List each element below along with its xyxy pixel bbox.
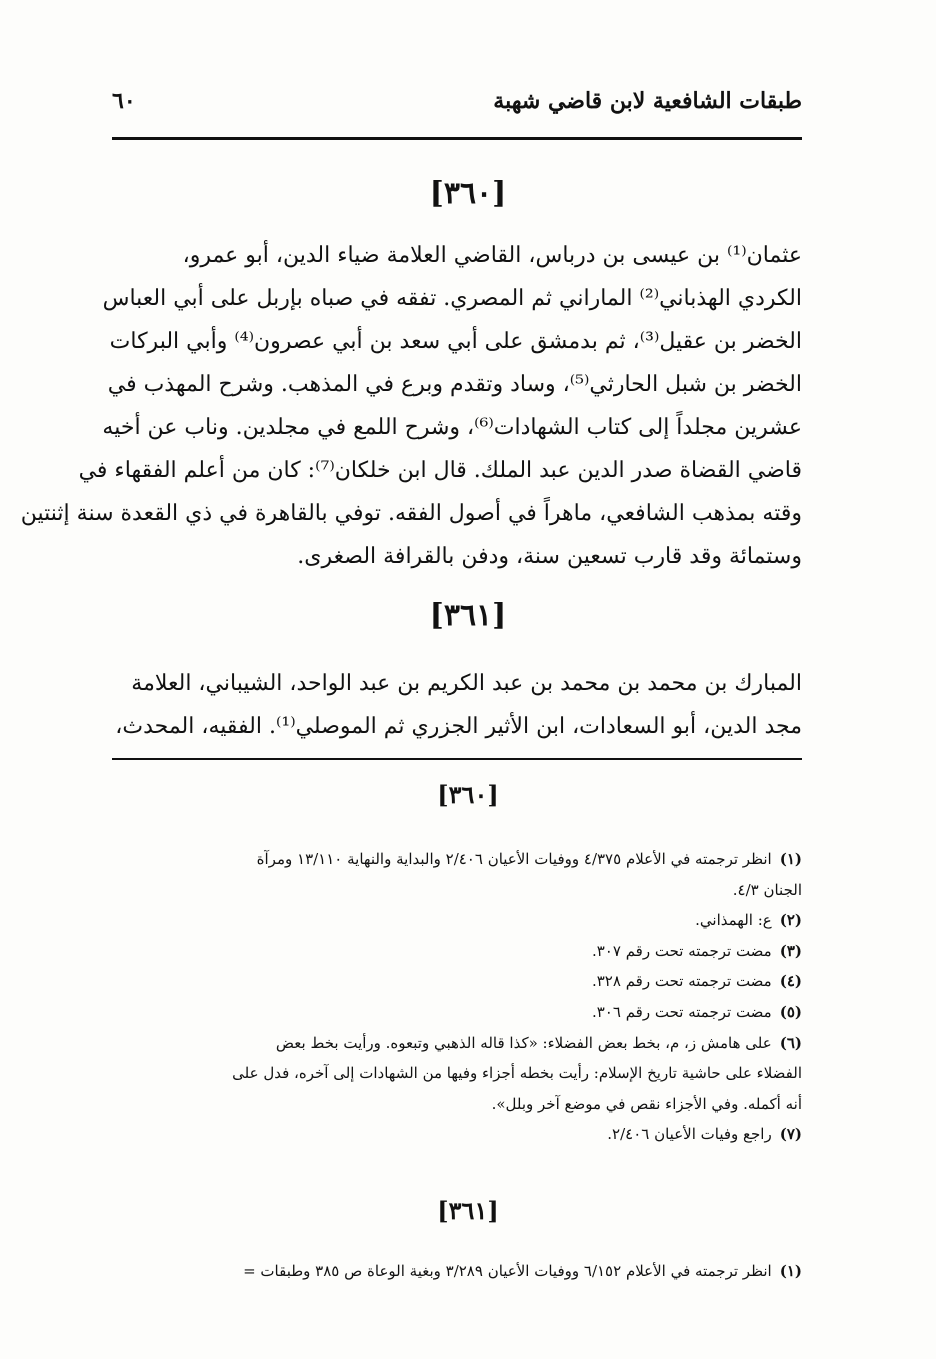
footnote-number: (٣) [779, 941, 802, 960]
footnote [112, 997, 802, 1028]
text-line: المبارك بن محمد بن محمد بن عبد الكريم بن عبد الواحد، الشيباني، العلامة [131, 671, 802, 696]
footnote-continuation: الجنان ٤/٣. [732, 880, 802, 899]
page-number: ٦٠ [112, 88, 136, 114]
text-line: مجد الدين، أبو السعادات، ابن الأثير الجزري ثم الموصلي⁽¹⁾. الفقيه، المحدث، [115, 714, 802, 739]
footnote-text: راجع وفيات الأعيان ٢/٤٠٦. [607, 1125, 772, 1144]
text-line: وقته بمذهب الشافعي، ماهراً في أصول الفقه. توفي بالقاهرة في ذي القعدة سنة إثنتين [20, 501, 802, 526]
footnote-text: مضت ترجمته تحت رقم ٣٢٨. [591, 972, 772, 991]
footnote [112, 1028, 802, 1059]
footnote-number: (٢) [779, 911, 802, 930]
footnote-number: (٦) [779, 1033, 802, 1052]
footnote-continuation: أنه أكمله. وفي الأجزاء نقص في موضع آخر وبلل». [491, 1094, 802, 1113]
footnote [112, 936, 802, 967]
footnote-number: (٤) [779, 972, 802, 991]
footnote-continuation: الفضلاء على حاشية تاريخ الإسلام: رأيت بخطه أجزاء وفيها من الشهادات إلى آخره، فدل على [232, 1064, 802, 1083]
footnote-text: على هامش ز، م، بخط بعض الفضلاء: «كذا قاله الذهبي وتبعوه. ورأيت بخط بعض [275, 1033, 772, 1052]
text-line: عشرين مجلداً إلى كتاب الشهادات⁽⁶⁾، وشرح اللمع في مجلدين. وناب عن أخيه [102, 415, 802, 440]
text-line: الكردي الهذباني⁽²⁾ الماراني ثم المصري. تفقه في صباه بإربل على أبي العباس [102, 286, 802, 311]
footnotes [112, 1256, 802, 1287]
footnote-text: مضت ترجمته تحت رقم ٣٠٧. [591, 941, 772, 960]
text-line: عثمان⁽¹⁾ بن عيسى بن درباس، القاضي العلامة ضياء الدين، أبو عمرو، [182, 243, 802, 268]
entry-body [20, 234, 802, 578]
text-line: الخضر بن شبل الحارثي⁽⁵⁾، وساد وتقدم وبرع في المذهب. وشرح المهذب في [107, 372, 802, 397]
text-line: وستمائة وقد قارب تسعين سنة، ودفن بالقرافة الصغرى. [297, 544, 802, 569]
footnote [112, 844, 802, 875]
footnote [112, 1256, 802, 1287]
footnote [112, 1119, 802, 1150]
header-rule [112, 137, 802, 140]
text-line: الخضر بن عقيل⁽³⁾، ثم بدمشق على أبي سعد بن أبي عصرون⁽⁴⁾ وأبي البركات [109, 329, 802, 354]
footnote-text: ع: الهمذاني. [695, 911, 772, 930]
footnote-text: مضت ترجمته تحت رقم ٣٠٦. [591, 1002, 772, 1021]
footnote [112, 966, 802, 997]
footnotes [112, 844, 802, 1150]
book-title: طبقات الشافعية لابن قاضي شهبة [493, 88, 802, 114]
entry-number: [٣٦١] [429, 598, 507, 633]
footnote-number: (٧) [779, 1125, 802, 1144]
text-line: قاضي القضاة صدر الدين عبد الملك. قال ابن خلكان⁽⁷⁾: كان من أعلم الفقهاء في [78, 458, 802, 483]
running-header [112, 84, 802, 124]
footnote-text: انظر ترجمته في الأعلام ٦/١٥٢ ووفيات الأعيان ٣/٢٨٩ وبغية الوعاة ص ٣٨٥ وطبقات = [243, 1262, 772, 1280]
footnote-group-number: [٣٦١] [437, 1196, 499, 1225]
footnote-number: (٥) [779, 1002, 802, 1021]
entry-body [112, 662, 802, 748]
footnote-text: انظر ترجمته في الأعلام ٤/٣٧٥ ووفيات الأعيان ٢/٤٠٦ والبداية والنهاية ١٣/١١٠ ومرآة [256, 850, 772, 868]
footnotes-rule [112, 758, 802, 760]
entry-number: [٣٦٠] [429, 176, 507, 211]
footnote-number: (١) [779, 850, 802, 868]
footnote-number: (١) [779, 1262, 802, 1280]
footnote [112, 905, 802, 936]
footnote-group-number: [٣٦٠] [437, 780, 499, 809]
